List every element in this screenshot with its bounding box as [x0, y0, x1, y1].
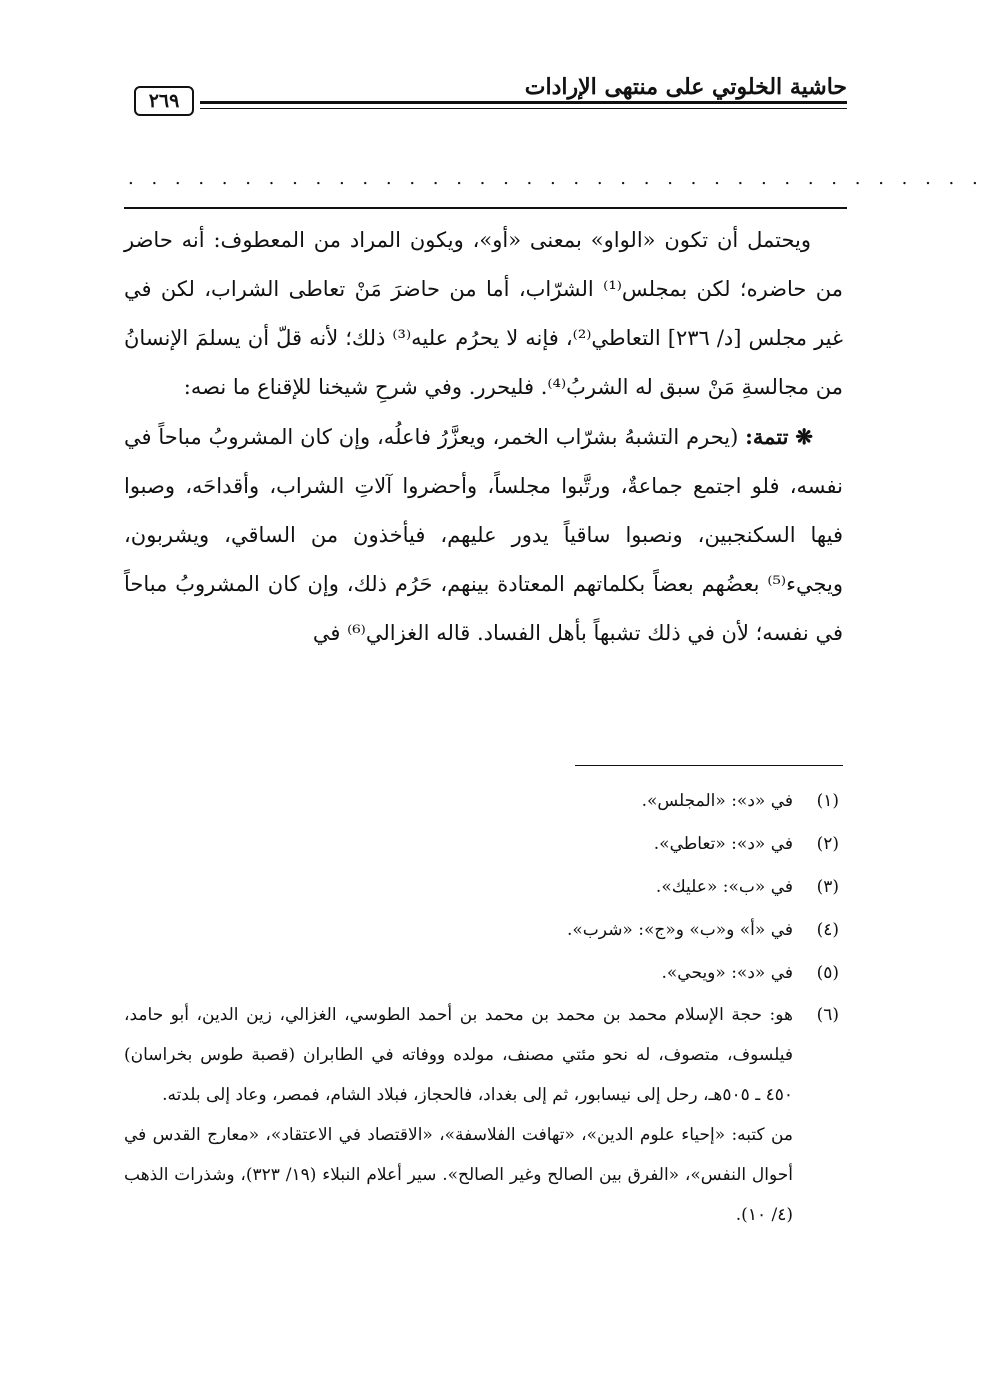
footnote-rule	[575, 765, 843, 766]
paragraph: ويحتمل أن تكون «الواو» بمعنى «أو»، ويكون المراد من المعطوف: أنه حاضر من حاضره؛ لكن بمجلس⁽¹⁾ الشرّاب، أما من حاضرَ مَنْ تعاطى الشراب، لكن في غير مجلس [د/ ٢٣٦] التعاطي⁽²⁾، فإنه لا يحرُم عليه⁽³⁾ ذلك؛ لأنه قلّ أن يسلمَ الإنسانُ من مجالسةِ مَنْ سبق له الشربُ⁽⁴⁾. فليحرر. وفي شرحِ شيخنا للإقناع ما نصه:	[124, 228, 843, 399]
footnotes	[124, 780, 839, 1235]
header-rule	[200, 101, 847, 104]
running-title: حاشية الخلوتي على منتهى الإرادات	[524, 74, 847, 100]
footnote-number: (١)	[816, 791, 839, 811]
footnote-text: في «د»: «تعاطي».	[653, 834, 793, 854]
tatimma-text: (يحرم التشبهُ بشرّاب الخمر، ويعزَّرُ فاعلُه، وإن كان المشروبُ مباحاً في نفسه، فلو اجتمع جماعةٌ، ورتَّبوا مجلساً، وأحضروا آلاتِ الشراب، وأقداحَه، وصبوا فيها السكنجبين، ونصبوا ساقياً يدور عليهم، فيأخذون من الساقي، ويشربون، ويجيء⁽⁵⁾ بعضُهم بعضاً بكلماتهم المعتادة بينهم، حَرُم ذلك، وإن كان المشروبُ مباحاً في نفسه؛ لأن في ذلك تشبهاً بأهل الفساد. قاله الغزالي⁽⁶⁾ في	[124, 425, 843, 645]
header-rule-thin	[200, 108, 847, 109]
footnote-number: (٢)	[816, 834, 839, 854]
page-number: ٢٦٩	[134, 86, 194, 116]
footnote-number: (٦)	[816, 1005, 839, 1025]
dotted-separator: . . . . . . . . . . . . . . . . . . . . . . . . . . . . . . . . . . . . .	[128, 168, 984, 189]
footnote-6-continuation: من كتبه: «إحياء علوم الدين»، «تهافت الفلاسفة»، «الاقتصاد في الاعتقاد»، «معارج القدس في أحوال النفس»، «الفرق بين الصالح وغير الصالح». سير أعلام النبلاء (١٩/ ٣٢٣)، وشذرات الذهب (٤/ ١٠).	[124, 1125, 794, 1225]
footnote-1	[124, 780, 839, 823]
footnote-text: في «د»: «ويحي».	[661, 963, 793, 983]
footnote-text: في «د»: «المجلس».	[641, 791, 793, 811]
footnote-text: في «أ» و«ب» و«ج»: «شرب».	[567, 920, 793, 940]
footnote-number: (٣)	[816, 877, 839, 897]
main-text	[124, 216, 843, 658]
footnote-text: هو: حجة الإسلام محمد بن محمد بن محمد بن أحمد الطوسي، الغزالي، زين الدين، أبو حامد، فيلسوف، متصوف، له نحو مئتي مصنف، مولده ووفاته في الطابران (قصبة طوس بخراسان) ٤٥٠ ـ ٥٠٥هـ، رحل إلى نيسابور، ثم إلى بغداد، فالحجاز، فبلاد الشام، فمصر، وعاد إلى بلدته.	[124, 1005, 793, 1105]
tatimma-paragraph	[124, 412, 843, 658]
footnote-text: في «ب»: «عليك».	[655, 877, 793, 897]
text-top-rule	[124, 207, 847, 209]
star-ornament-icon: ❋	[795, 424, 813, 449]
footnote-6	[124, 995, 839, 1115]
footnote-3	[124, 866, 839, 909]
footnote-2	[124, 823, 839, 866]
footnote-number: (٥)	[816, 963, 839, 983]
footnote-5	[124, 952, 839, 995]
tatimma-label: تتمة:	[745, 424, 789, 449]
footnote-number: (٤)	[816, 920, 839, 940]
footnote-4	[124, 909, 839, 952]
